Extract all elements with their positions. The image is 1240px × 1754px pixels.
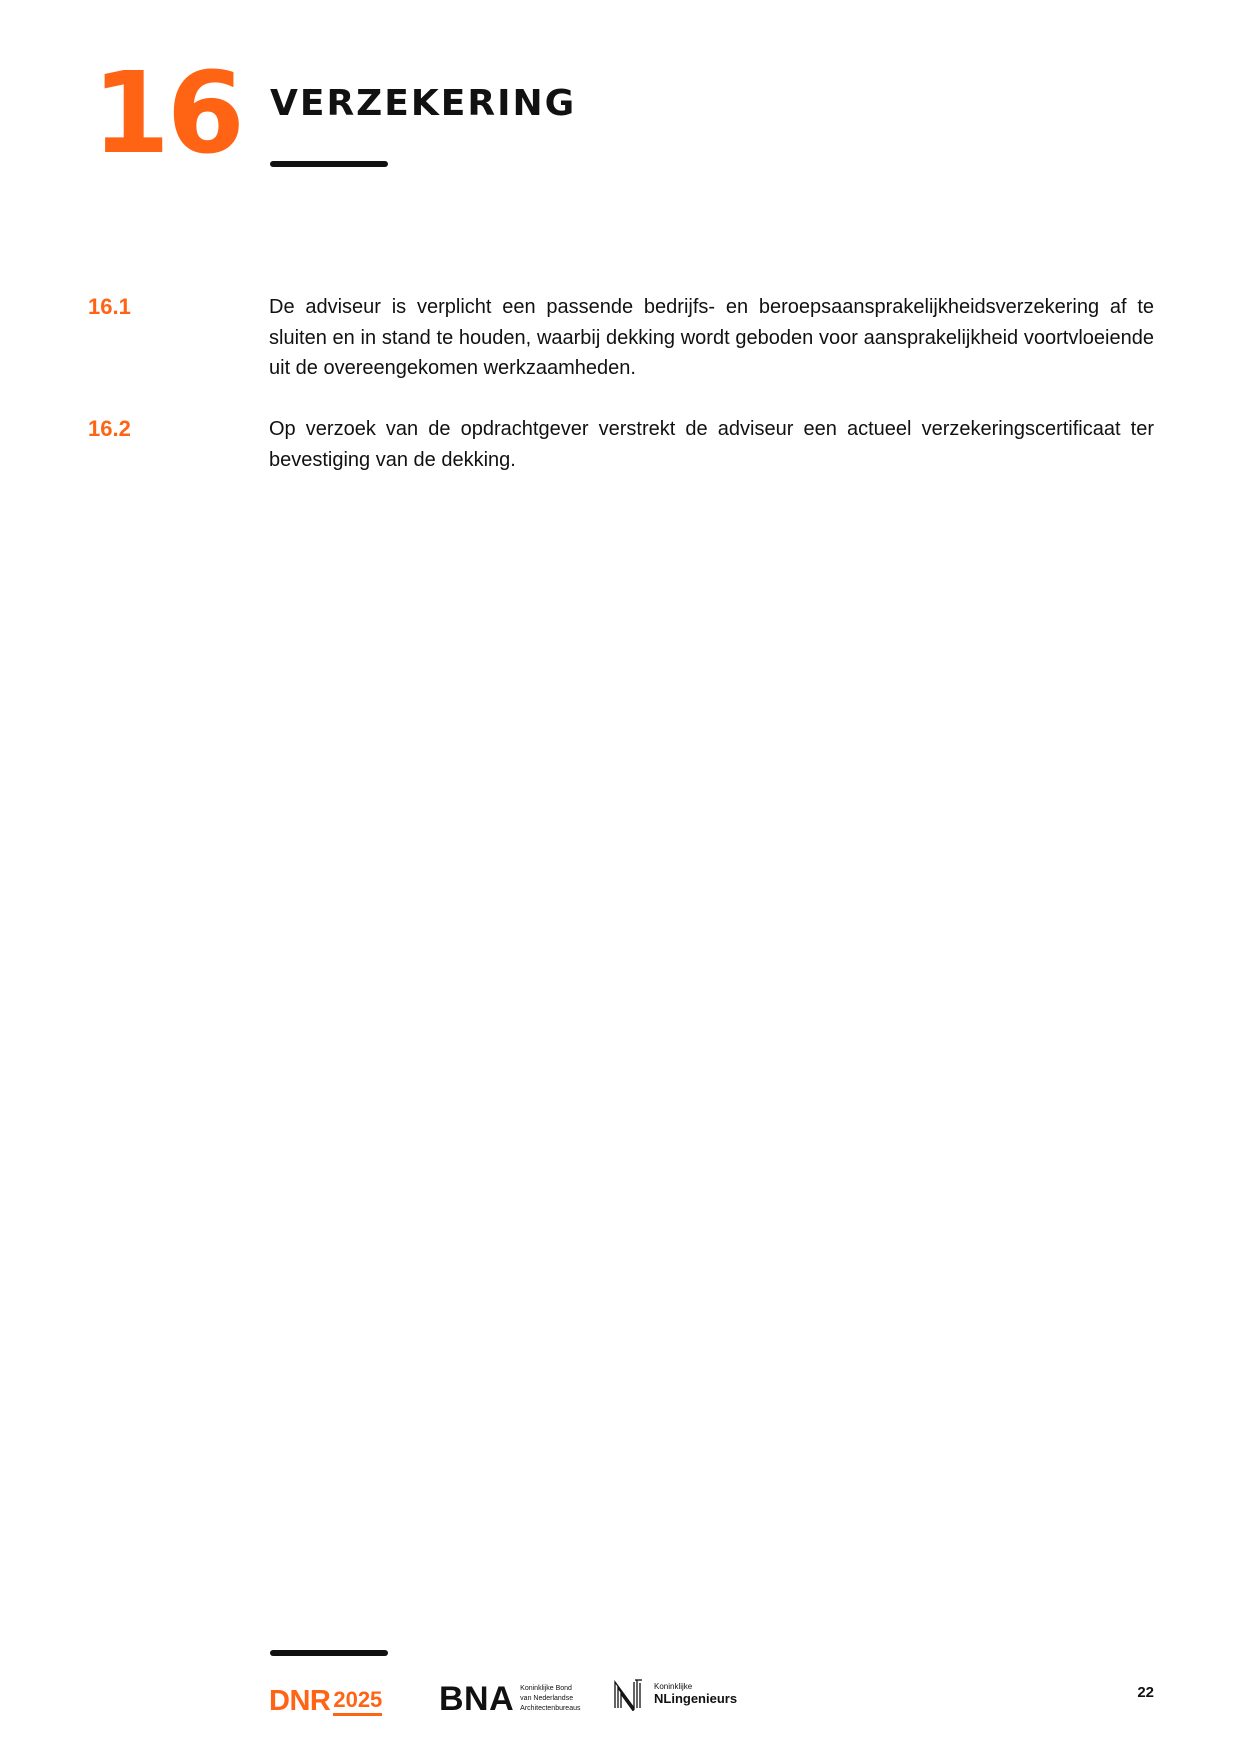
bna-sub-line: Architectenbureaus xyxy=(520,1705,581,1712)
nl-logo-text xyxy=(654,1682,737,1706)
nl-logo-small: Koninklijke xyxy=(654,1682,693,1691)
footer-rule xyxy=(270,1650,388,1656)
nlingenieurs-logo xyxy=(612,1677,737,1711)
article-text: Op verzoek van de opdrachtgever verstrekt de adviseur een actueel verzekeringscertificaat ter bevestiging van de dekking. xyxy=(269,418,1154,471)
bna-logo-subtitle xyxy=(520,1684,580,1714)
page-number: 22 xyxy=(1137,1684,1154,1701)
article-text: De adviseur is verplicht een passende bedrijfs- en beroepsaansprakelijkheidsverzekering af te sluiten en in stand te houden, waarbij dekking wordt geboden voor aansprakelijkheid voortvloeiende uit de overeengekomen werkzaamheden. xyxy=(269,296,1154,379)
bna-sub-line: van Nederlandse xyxy=(520,1695,574,1702)
bna-logo-text: BNA xyxy=(439,1680,515,1718)
bna-sub-line: Koninklijke Bond xyxy=(520,1685,572,1692)
nl-mark-icon xyxy=(612,1677,646,1711)
chapter-number: 16 xyxy=(92,49,242,179)
chapter-title: VERZEKERING xyxy=(270,83,577,124)
bna-logo xyxy=(439,1682,581,1716)
article-number: 16.1 xyxy=(88,294,131,319)
dnr-logo-text: DNR xyxy=(269,1685,331,1717)
dnr-logo-year: 2025 xyxy=(333,1689,382,1716)
title-rule xyxy=(270,161,388,167)
nl-logo-big: NLingenieurs xyxy=(654,1691,738,1706)
dnr-logo xyxy=(269,1680,382,1716)
article-number: 16.2 xyxy=(88,416,131,441)
